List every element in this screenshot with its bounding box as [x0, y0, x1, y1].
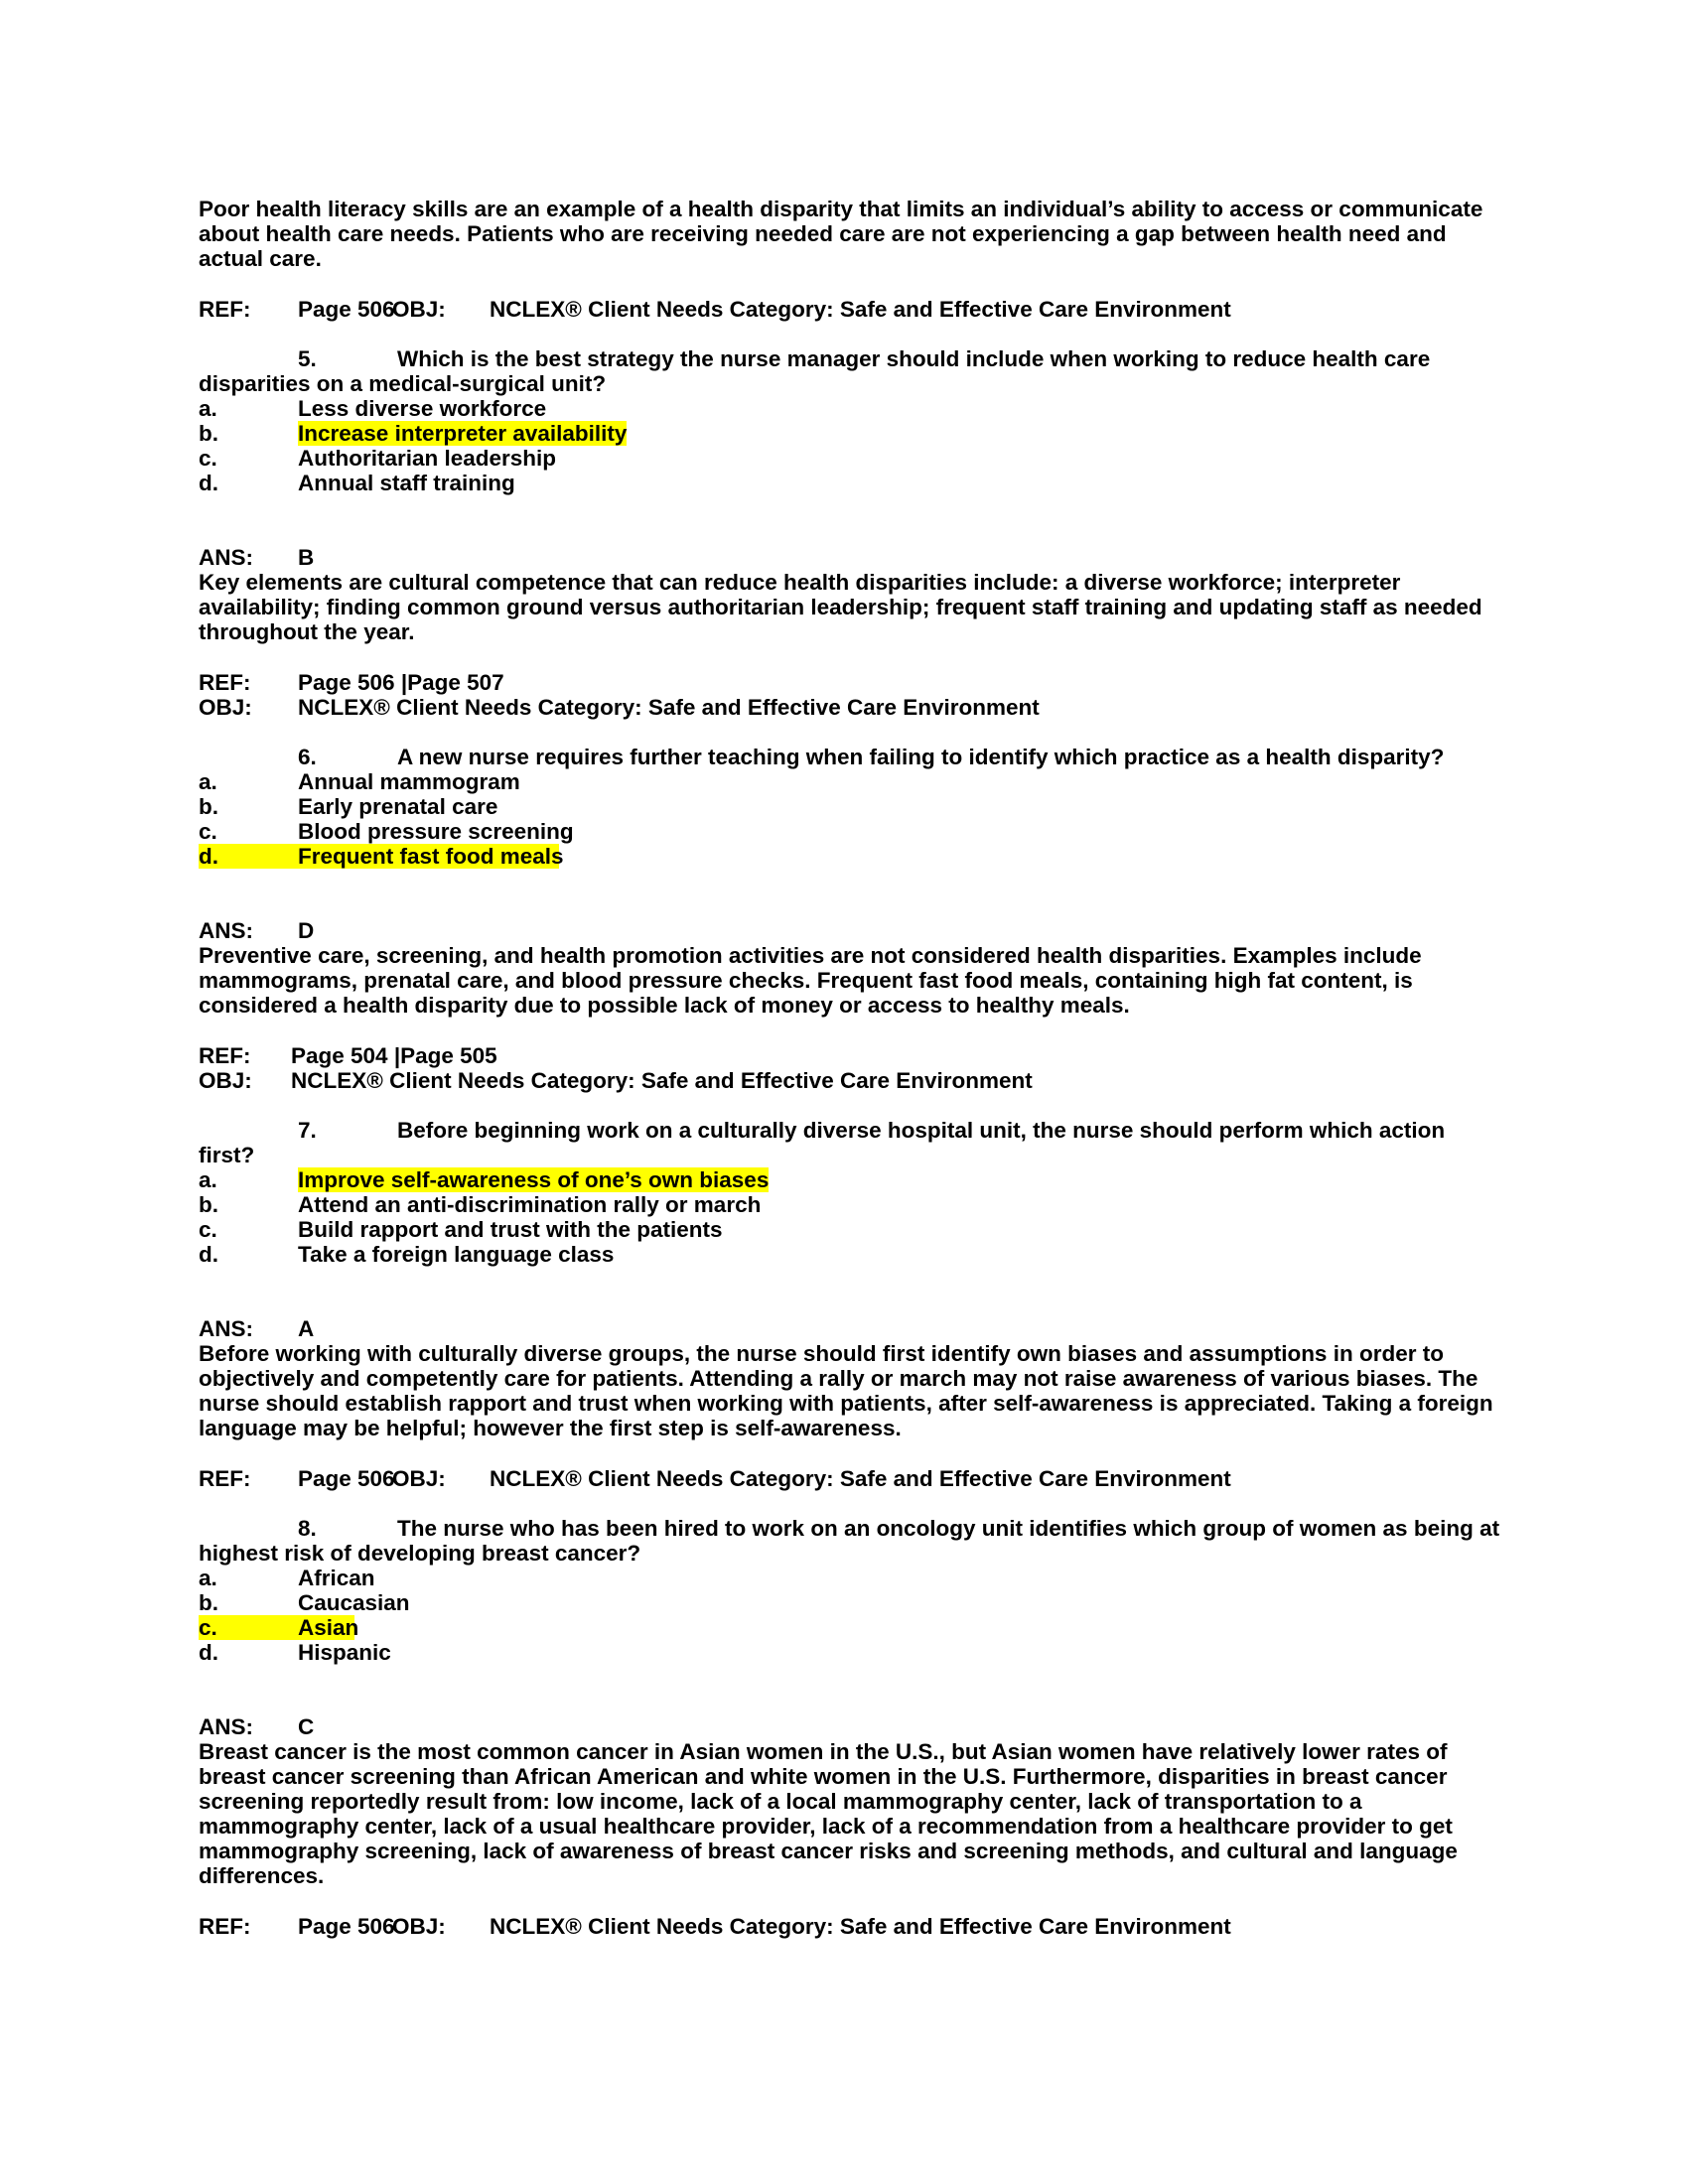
- rationale-line: availability; finding common ground versus authoritarian leadership; frequent staff training and updating staff as needed: [199, 595, 1482, 619]
- highlighted-answer-option: Improve self-awareness of one’s own biases: [298, 1167, 770, 1192]
- option-letter: c.: [199, 819, 217, 844]
- option-letter: b.: [199, 421, 218, 446]
- option-letter: d.: [199, 471, 218, 495]
- answer-value: C: [298, 1714, 315, 1739]
- intro-rationale-line: actual care.: [199, 246, 322, 271]
- question-stem: The nurse who has been hired to work on an oncology unit identifies which group of women as being at: [397, 1516, 1500, 1541]
- option-letter: b.: [199, 1192, 218, 1217]
- rationale-line: screening reportedly result from: low income, lack of a local mammography center, lack of transportation to a: [199, 1789, 1362, 1814]
- ref-pages: Page 506 |Page 507: [298, 670, 504, 695]
- intro-rationale-line: Poor health literacy skills are an example of a health disparity that limits an individual’s ability to access or communicate: [199, 197, 1483, 221]
- option-letter: a.: [199, 396, 217, 421]
- obj-label: OBJ:: [199, 1068, 252, 1093]
- option-text: Early prenatal care: [298, 794, 498, 819]
- answer-label: ANS:: [199, 918, 253, 943]
- ref-pages: Page 506: [298, 1914, 395, 1939]
- rationale-line: differences.: [199, 1863, 325, 1888]
- rationale-line: language may be helpful; however the first step is self-awareness.: [199, 1416, 902, 1440]
- intro-obj-text: NCLEX® Client Needs Category: Safe and Effective Care Environment: [490, 297, 1231, 322]
- rationale-line: considered a health disparity due to possible lack of money or access to healthy meals.: [199, 993, 1130, 1018]
- rationale-line: Key elements are cultural competence that can reduce health disparities include: a diverse workforce; interpreter: [199, 570, 1401, 595]
- question-stem-continued: first?: [199, 1143, 255, 1167]
- option-letter: a.: [199, 769, 217, 794]
- intro-ref-page: Page 506: [298, 297, 395, 322]
- ref-label: REF:: [199, 1466, 251, 1491]
- obj-label: OBJ:: [392, 1466, 446, 1491]
- rationale-line: breast cancer screening than African American and white women in the U.S. Furthermore, disparities in breast cancer: [199, 1764, 1448, 1789]
- option-letter: c.: [199, 1217, 217, 1242]
- option-text: Less diverse workforce: [298, 396, 547, 421]
- option-letter: a.: [199, 1167, 217, 1192]
- rationale-line: Before working with culturally diverse groups, the nurse should first identify own biases and assumptions in order to: [199, 1341, 1444, 1366]
- option-text: Authoritarian leadership: [298, 446, 557, 471]
- answer-label: ANS:: [199, 1714, 253, 1739]
- rationale-line: mammograms, prenatal care, and blood pressure checks. Frequent fast food meals, containing high fat content, is: [199, 968, 1413, 993]
- obj-text: NCLEX® Client Needs Category: Safe and Effective Care Environment: [298, 695, 1040, 720]
- obj-label: OBJ:: [392, 1914, 446, 1939]
- question-number: 5.: [298, 346, 317, 371]
- question-stem-continued: highest risk of developing breast cancer?: [199, 1541, 641, 1566]
- question-stem: A new nurse requires further teaching when failing to identify which practice as a health disparity?: [397, 745, 1445, 769]
- answer-label: ANS:: [199, 545, 253, 570]
- rationale-line: mammography center, lack of a usual healthcare provider, lack of a recommendation from a healthcare provider to get: [199, 1814, 1453, 1839]
- option-letter: b.: [199, 794, 218, 819]
- option-text: Take a foreign language class: [298, 1242, 615, 1267]
- rationale-line: Breast cancer is the most common cancer in Asian women in the U.S., but Asian women have relatively lower rates of: [199, 1739, 1448, 1764]
- intro-obj-label: OBJ:: [392, 297, 446, 322]
- intro-rationale-line: about health care needs. Patients who are receiving needed care are not experiencing a gap between health need and: [199, 221, 1447, 246]
- rationale-line: objectively and competently care for patients. Attending a rally or march may not raise awareness of various biases. The: [199, 1366, 1478, 1391]
- obj-text: NCLEX® Client Needs Category: Safe and Effective Care Environment: [490, 1466, 1231, 1491]
- ref-label: REF:: [199, 1914, 251, 1939]
- highlighted-answer-option: Increase interpreter availability: [298, 421, 628, 446]
- rationale-line: nurse should establish rapport and trust when working with patients, after self-awareness is appreciated. Taking a foreign: [199, 1391, 1493, 1416]
- option-letter: d.: [199, 1242, 218, 1267]
- option-letter: b.: [199, 1590, 218, 1615]
- option-text: Caucasian: [298, 1590, 410, 1615]
- option-text: Build rapport and trust with the patients: [298, 1217, 723, 1242]
- rationale-line: Preventive care, screening, and health promotion activities are not considered health disparities. Examples include: [199, 943, 1422, 968]
- question-number: 7.: [298, 1118, 317, 1143]
- obj-text: NCLEX® Client Needs Category: Safe and Effective Care Environment: [490, 1914, 1231, 1939]
- option-text: Annual staff training: [298, 471, 515, 495]
- option-text: African: [298, 1566, 375, 1590]
- answer-label: ANS:: [199, 1316, 253, 1341]
- question-number: 8.: [298, 1516, 317, 1541]
- option-text: Hispanic: [298, 1640, 391, 1665]
- question-stem: Which is the best strategy the nurse manager should include when working to reduce health care: [397, 346, 1431, 371]
- option-text: Asian: [298, 1615, 359, 1640]
- option-text: [298, 1166, 769, 1193]
- option-text: Frequent fast food meals: [298, 844, 564, 869]
- ref-label: REF:: [199, 1043, 251, 1068]
- question-number: 6.: [298, 745, 317, 769]
- answer-value: B: [298, 545, 315, 570]
- ref-pages: Page 504 |Page 505: [291, 1043, 497, 1068]
- option-text: Blood pressure screening: [298, 819, 574, 844]
- answer-value: A: [298, 1316, 315, 1341]
- question-stem: Before beginning work on a culturally diverse hospital unit, the nurse should perform which action: [397, 1118, 1446, 1143]
- ref-label: REF:: [199, 670, 251, 695]
- option-letter: c.: [199, 1615, 217, 1640]
- option-letter: d.: [199, 844, 218, 869]
- intro-ref-label: REF:: [199, 297, 251, 322]
- option-text: Attend an anti-discrimination rally or march: [298, 1192, 762, 1217]
- obj-label: OBJ:: [199, 695, 252, 720]
- obj-text: NCLEX® Client Needs Category: Safe and Effective Care Environment: [291, 1068, 1033, 1093]
- answer-value: D: [298, 918, 315, 943]
- rationale-line: throughout the year.: [199, 619, 415, 644]
- option-letter: a.: [199, 1566, 217, 1590]
- option-text: [298, 420, 627, 447]
- option-letter: d.: [199, 1640, 218, 1665]
- rationale-line: mammography screening, lack of awareness of breast cancer risks and screening methods, and cultural and language: [199, 1839, 1458, 1863]
- option-text: Annual mammogram: [298, 769, 520, 794]
- question-stem-continued: disparities on a medical-surgical unit?: [199, 371, 607, 396]
- ref-pages: Page 506: [298, 1466, 395, 1491]
- option-letter: c.: [199, 446, 217, 471]
